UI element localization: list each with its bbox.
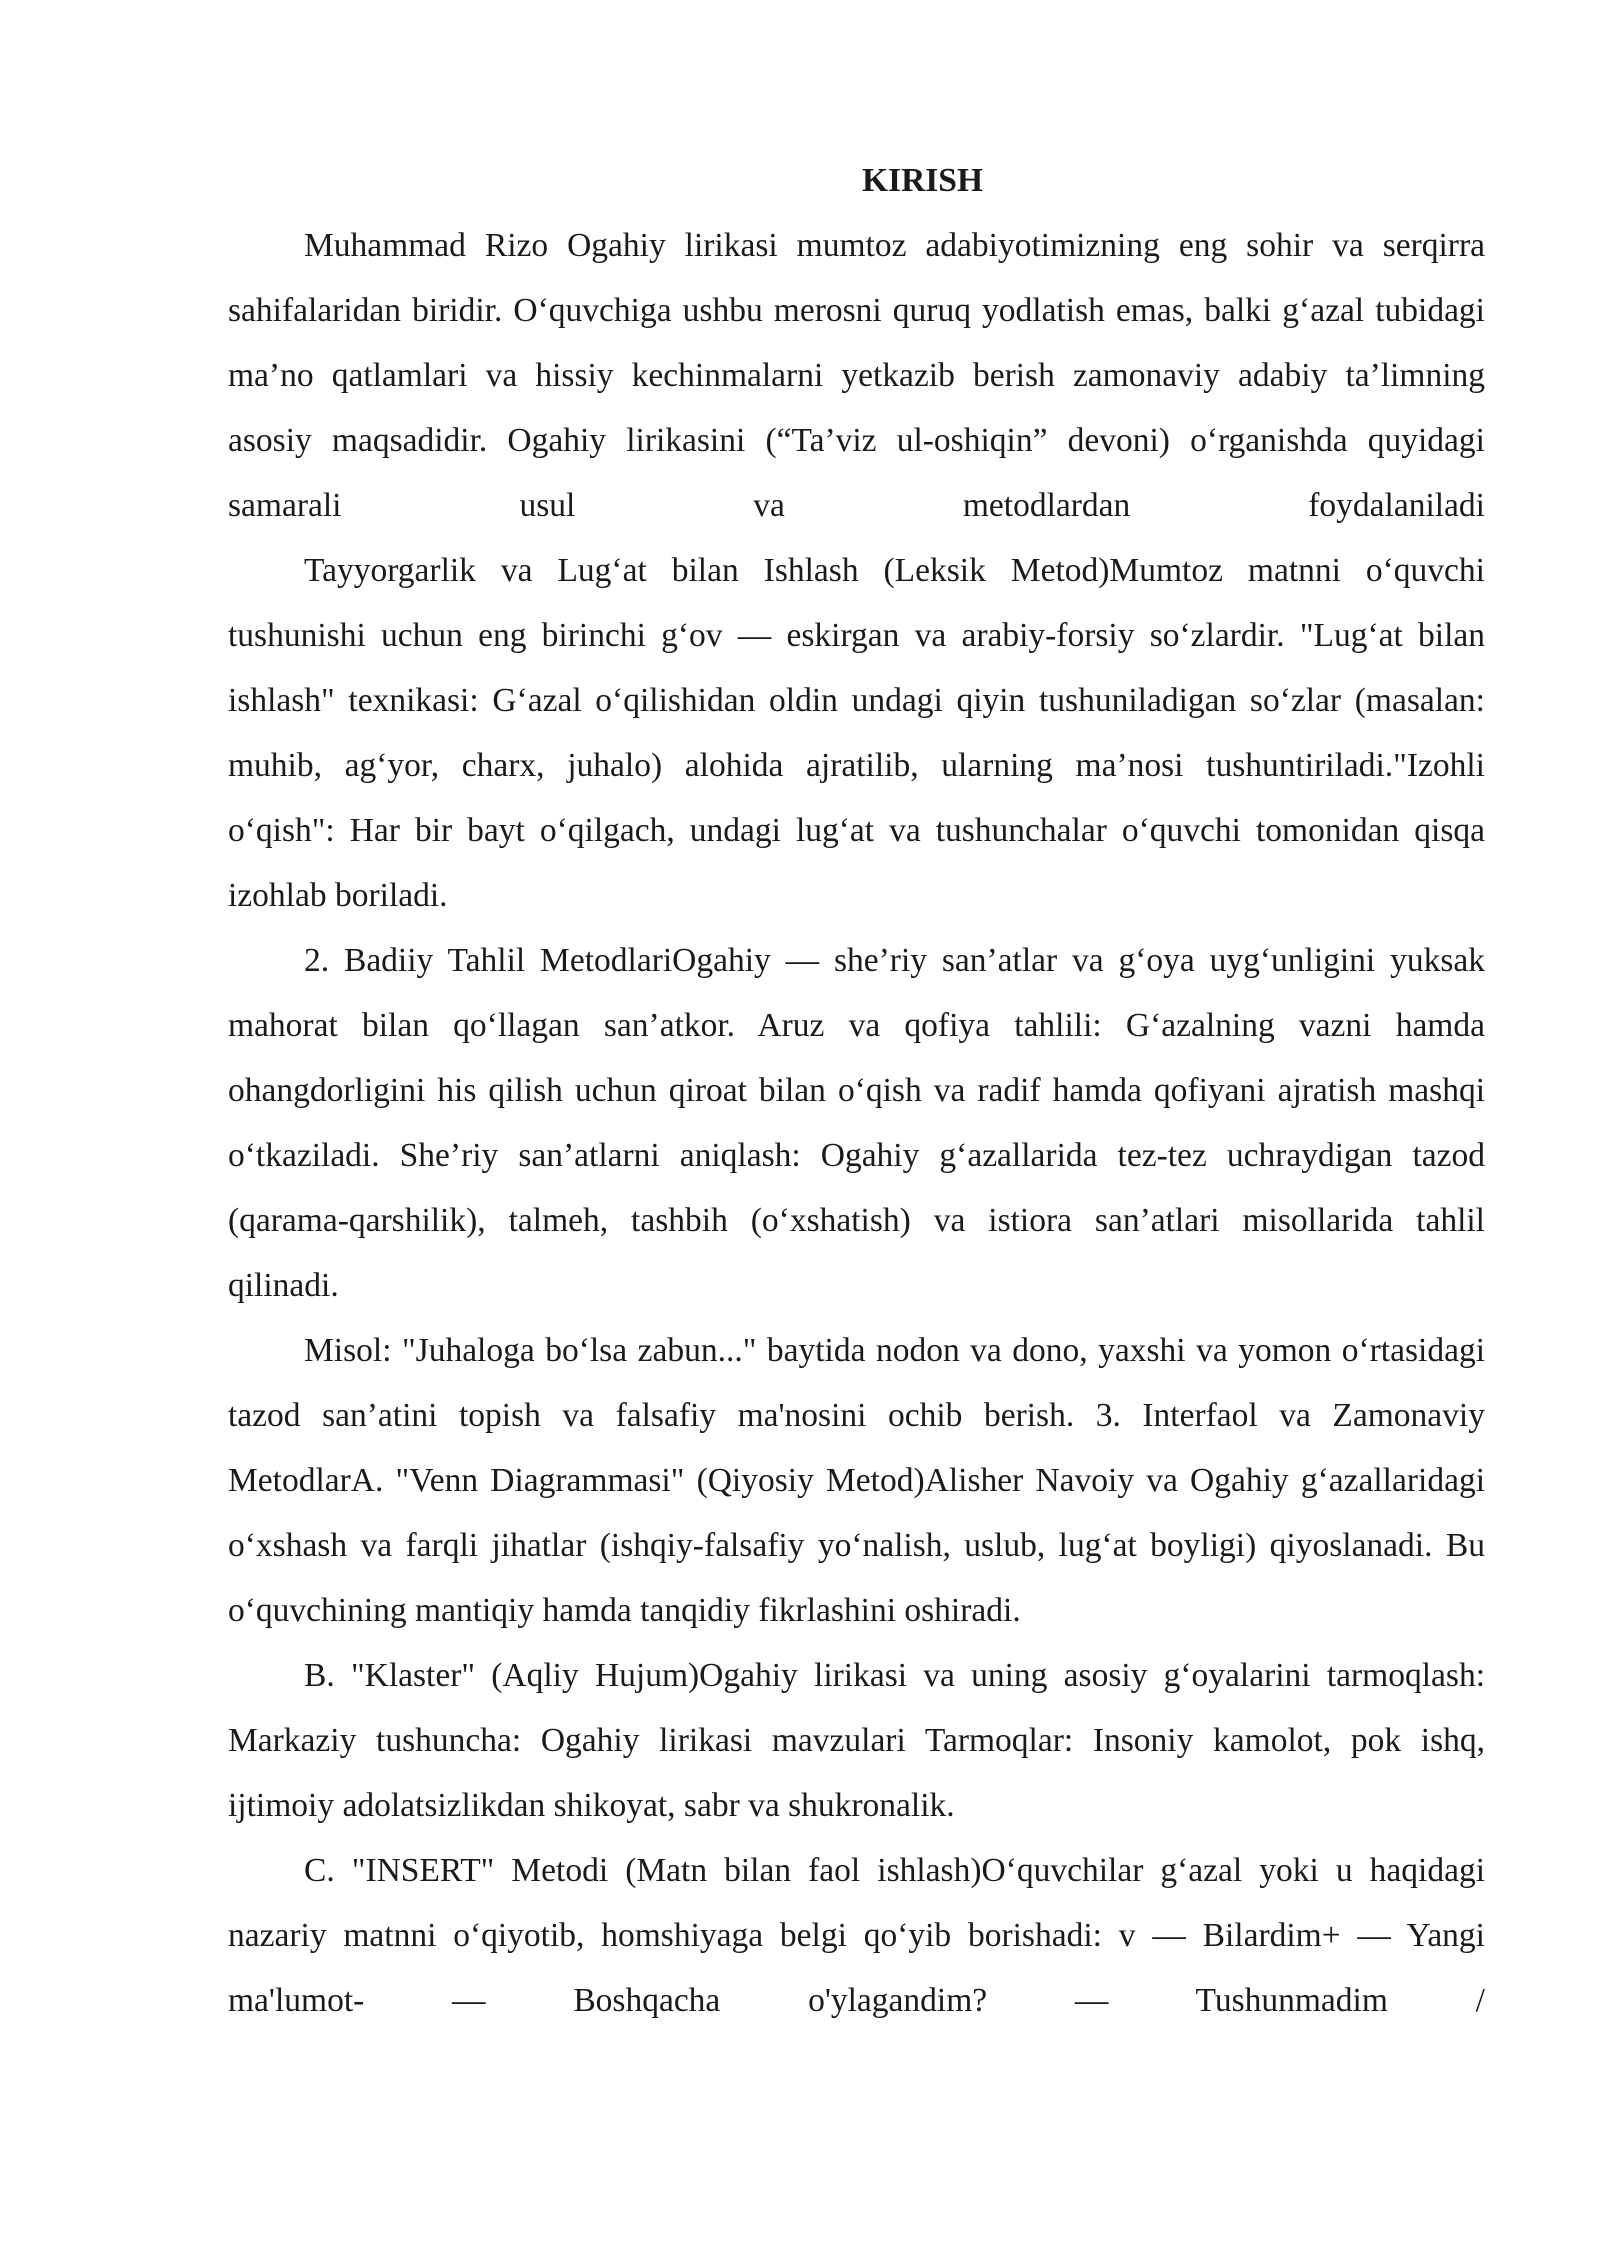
paragraph-example-venn: Misol: "Juhaloga bo‘lsa zabun..." baytida nodon va dono, yaxshi va yomon o‘rtasidagi tazod san’atini topish va falsafiy ma'nosini ochib berish. 3. Interfaol va Zamonaviy MetodlarA. "Venn Diagrammasi" (Qiyosiy Metod)Alisher Navoiy va Ogahiy g‘azallaridagi o‘xshash va farqli jihatlar (ishqiy-falsafiy yo‘nalish, uslub, lug‘at boyligi) qiyoslanadi. Bu o‘quvchining mantiqiy hamda tanqidiy fikrlashini oshiradi. [228,1332,1485,1629]
document-body [228,148,1485,2033]
paragraph-artistic-analysis: 2. Badiiy Tahlil MetodlariOgahiy — she’riy san’atlar va g‘oya uyg‘unligini yuksak mahorat bilan qo‘llagan san’atkor. Aruz va qofiya tahlili: G‘azalning vazni hamda ohangdorligini his qilish uchun qiroat bilan o‘qish va radif hamda qofiyani ajratish mashqi o‘tkaziladi. She’riy san’atlarni aniqlash: Ogahiy g‘azallarida tez-tez uchraydigan tazod (qarama-qarshilik), talmeh, tashbih (o‘xshatish) va istiora san’atlari misollarida tahlil qilinadi. [228,942,1485,1304]
page-title: KIRISH [861,162,983,199]
paragraph-cluster: B. "Klaster" (Aqliy Hujum)Ogahiy lirikasi va uning asosiy g‘oyalarini tarmoqlash: Markaziy tushuncha: Ogahiy lirikasi mavzulari Tarmoqlar: Insoniy kamolot, pok ishq, ijtimoiy adolatsizlikdan shikoyat, sabr va shukronalik. [228,1657,1485,1824]
paragraph-insert-method: C. "INSERT" Metodi (Matn bilan faol ishlash)O‘quvchilar g‘azal yoki u haqidagi nazariy matnni o‘qiyotib, homshiyaga belgi qo‘yib borishadi: v — Bilardim+ — Yangi ma'lumot- — Boshqacha o'ylagandim? — Tushunmadim / [228,1852,1485,2019]
paragraph-intro: Muhammad Rizo Ogahiy lirikasi mumtoz adabiyotimizning eng sohir va serqirra sahifalaridan biridir. O‘quvchiga ushbu merosni quruq yodlatish emas, balki g‘azal tubidagi ma’no qatlamlari va hissiy kechinmalarni yetkazib berish zamonaviy adabiy ta’limning asosiy maqsadidir. Ogahiy lirikasini (“Ta’viz ul-oshiqin” devoni) o‘rganishda quyidagi samarali usul va metodlardan foydalaniladi [228,227,1485,524]
paragraph-lexical-method: Tayyorgarlik va Lug‘at bilan Ishlash (Leksik Metod)Mumtoz matnni o‘quvchi tushunishi uchun eng birinchi g‘ov — eskirgan va arabiy-forsiy so‘zlardir. "Lug‘at bilan ishlash" texnikasi: G‘azal o‘qilishidan oldin undagi qiyin tushuniladigan so‘zlar (masalan: muhib, ag‘yor, charx, juhalo) alohida ajratilib, ularning ma’nosi tushuntiriladi."Izohli o‘qish": Har bir bayt o‘qilgach, undagi lug‘at va tushunchalar o‘quvchi tomonidan qisqa izohlab boriladi. [228,552,1485,914]
